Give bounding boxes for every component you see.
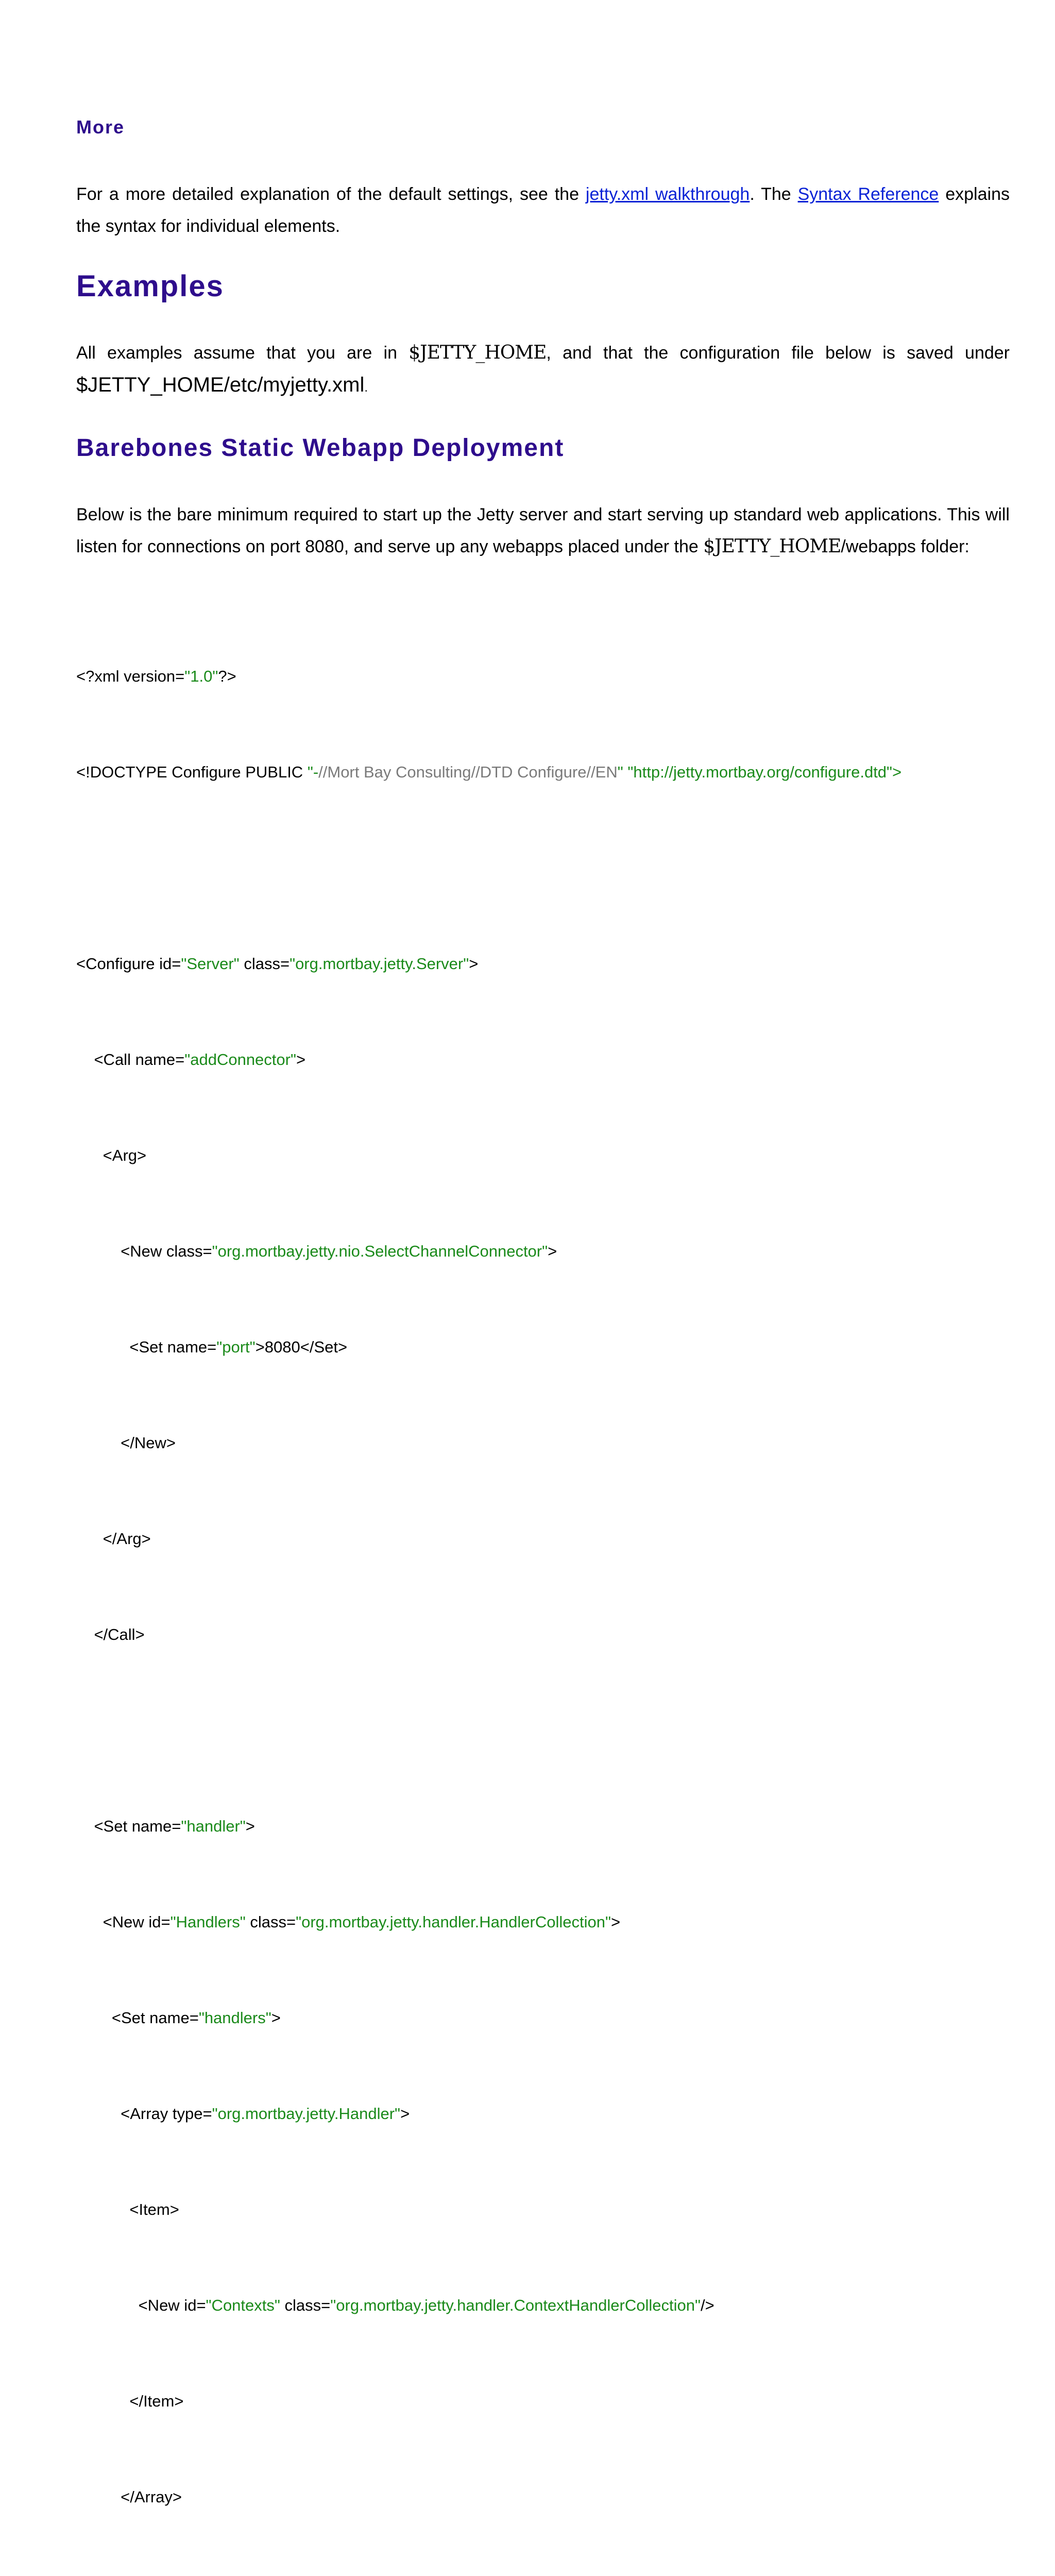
examples-text-middle: , and that the configuration file below is saved under <box>546 343 1010 363</box>
barebones-text-before: Below is the bare minimum required to start up the Jetty server and start serving up standard web applications. This will listen for connections on port 8080, and serve up any webapps placed under the <box>76 505 1010 556</box>
code-line: <New id="Handlers" class="org.mortbay.jetty.handler.HandlerCollection"> <box>76 1913 621 1931</box>
code-line: <Configure id="Server" class="org.mortbay.jetty.Server"> <box>76 955 479 973</box>
code-line: <Call name="addConnector"> <box>76 1050 306 1069</box>
code-line: <Item> <box>76 2200 179 2218</box>
xml-code-block <box>76 597 1010 2576</box>
code-line: <Array type="org.mortbay.jetty.Handler"> <box>76 2105 410 2123</box>
more-paragraph <box>76 178 1010 242</box>
barebones-text-after: /webapps folder: <box>841 537 969 556</box>
code-line: <?xml version="1.0"?> <box>76 667 236 685</box>
code-line: </New> <box>76 1434 176 1452</box>
code-line: <Set name="port">8080</Set> <box>76 1338 348 1356</box>
config-file-path: $JETTY_HOME/etc/myjetty.xml <box>76 374 365 396</box>
examples-text-after: . <box>364 381 368 395</box>
jetty-home-variable: $JETTY_HOME <box>703 536 841 557</box>
jetty-home-variable: $JETTY_HOME <box>409 342 547 363</box>
code-line: </Call> <box>76 1625 145 1643</box>
more-text-after: explains the syntax for individual elements. <box>76 184 1010 236</box>
code-line: </Array> <box>76 2488 182 2506</box>
barebones-paragraph <box>76 499 1010 563</box>
code-line: <!DOCTYPE Configure PUBLIC "-//Mort Bay Consulting//DTD Configure//EN" "http://jetty.mortbay.org/configure.dtd"> <box>76 763 902 781</box>
examples-paragraph <box>76 337 1010 404</box>
code-line: </Item> <box>76 2392 184 2410</box>
code-blank-line <box>76 1715 1010 1747</box>
examples-text-before: All examples assume that you are in <box>76 343 409 363</box>
code-line: <New class="org.mortbay.jetty.nio.SelectChannelConnector"> <box>76 1242 557 1260</box>
code-blank-line <box>76 852 1010 884</box>
code-line: <Arg> <box>76 1146 147 1164</box>
code-line: </Arg> <box>76 1530 151 1548</box>
section-heading-examples: Examples <box>76 269 224 303</box>
section-heading-barebones: Barebones Static Webapp Deployment <box>76 434 565 462</box>
code-line: <New id="Contexts" class="org.mortbay.jetty.handler.ContextHandlerCollection"/> <box>76 2296 714 2314</box>
code-line: <Set name="handler"> <box>76 1817 255 1835</box>
more-text-middle: . The <box>750 184 798 204</box>
code-line: <Set name="handlers"> <box>76 2009 281 2027</box>
syntax-reference-link[interactable]: Syntax Reference <box>797 184 939 204</box>
more-text-before: For a more detailed explanation of the default settings, see the <box>76 184 586 204</box>
section-heading-more: More <box>76 116 125 138</box>
jetty-xml-walkthrough-link[interactable]: jetty.xml walkthrough <box>585 184 750 204</box>
